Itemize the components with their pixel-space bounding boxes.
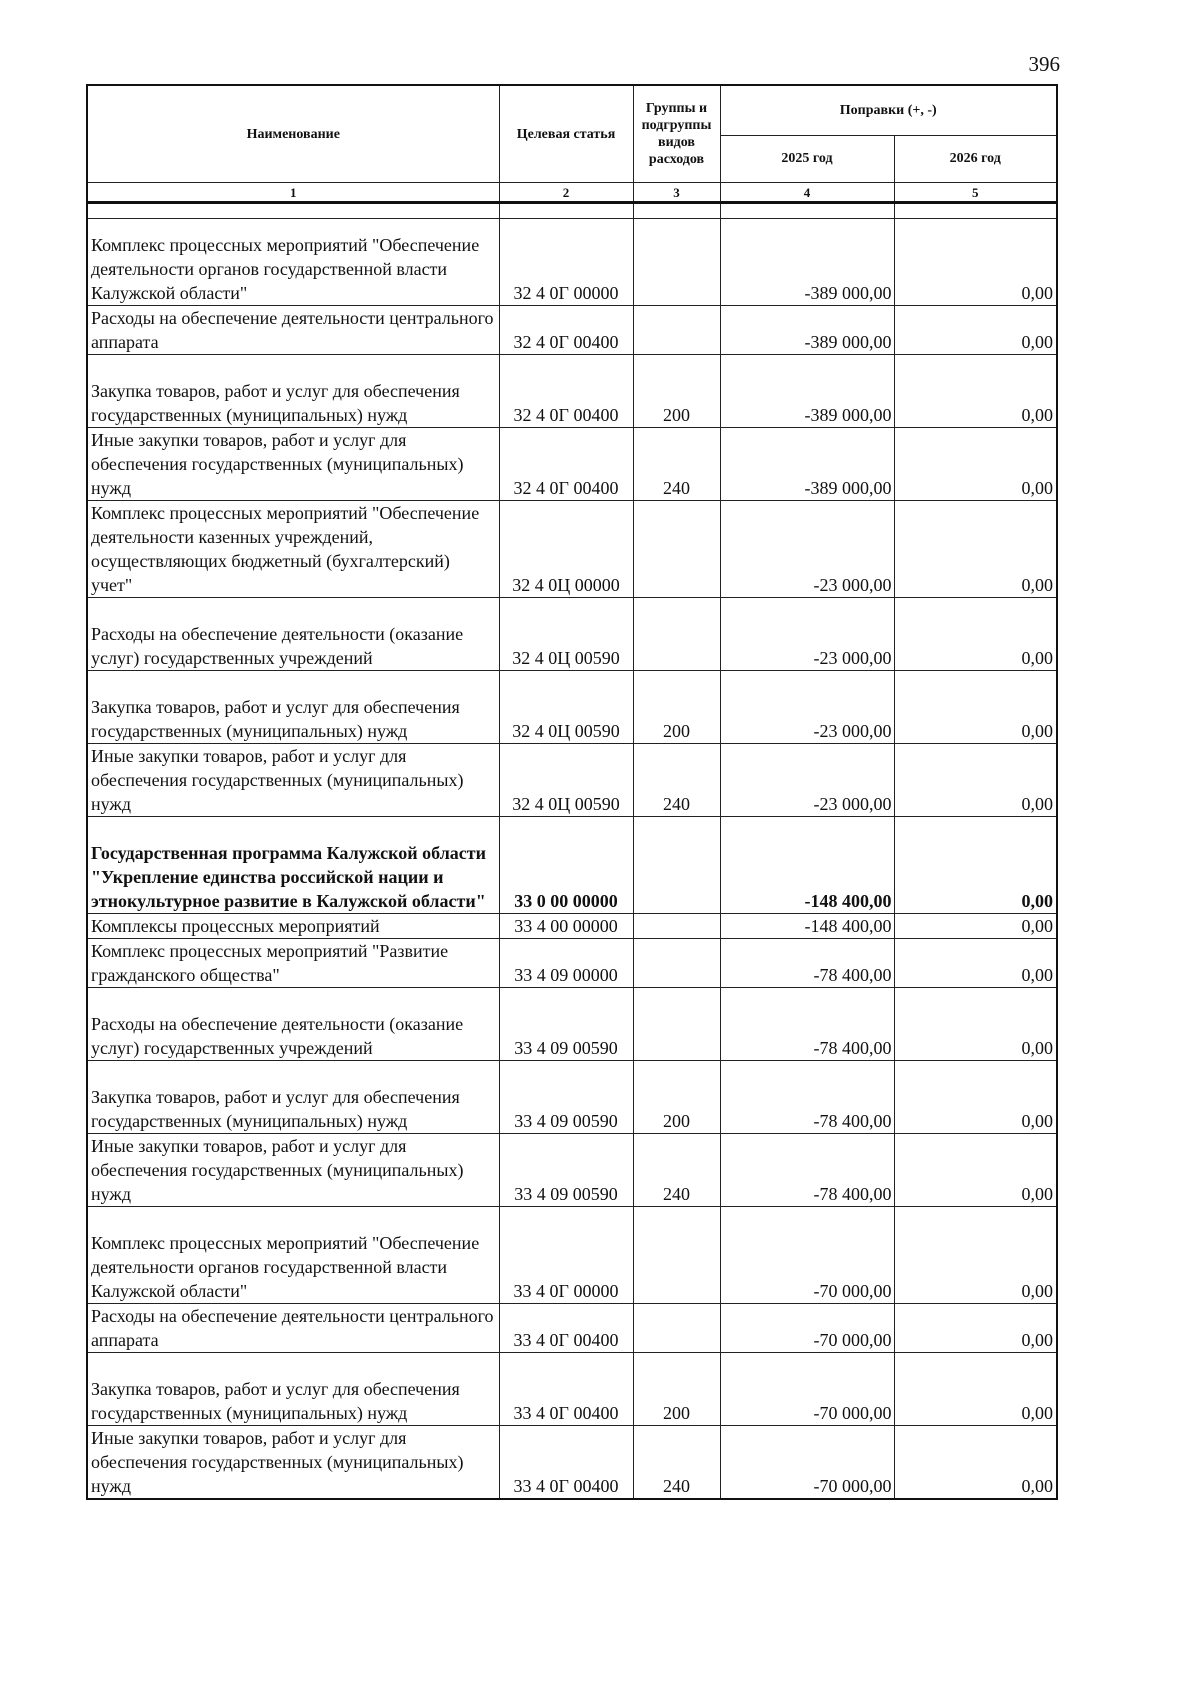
budget-amendments-table (86, 84, 1058, 1500)
row-code-cell: 32 4 0Г 00400 (499, 355, 633, 428)
row-code-cell: 33 0 00 00000 (499, 817, 633, 914)
row-code-cell: 32 4 0Г 00400 (499, 306, 633, 355)
row-group-cell (633, 914, 720, 939)
row-code-cell: 33 4 0Г 00400 (499, 1304, 633, 1353)
row-name-cell: Комплекс процессных мероприятий "Обеспечение деятельности казенных учреждений, осуществляющих бюджетный (бухгалтерский) учет" (87, 501, 499, 598)
row-2026-cell: 0,00 (894, 1207, 1057, 1304)
row-group-cell: 240 (633, 1134, 720, 1207)
table-row (87, 744, 1057, 817)
row-group-cell (633, 1304, 720, 1353)
row-2025-cell: -70 000,00 (720, 1304, 894, 1353)
row-name-cell: Комплекс процессных мероприятий "Обеспечение деятельности органов государственной власти Калужской области" (87, 1207, 499, 1304)
row-2026-cell: 0,00 (894, 501, 1057, 598)
row-name-cell: Закупка товаров, работ и услуг для обеспечения государственных (муниципальных) нужд (87, 671, 499, 744)
row-2025-cell: -148 400,00 (720, 914, 894, 939)
table-row (87, 914, 1057, 939)
row-code-cell: 33 4 00 00000 (499, 914, 633, 939)
row-code-cell: 33 4 09 00000 (499, 939, 633, 988)
row-group-cell (633, 988, 720, 1061)
row-name-cell: Иные закупки товаров, работ и услуг для обеспечения государственных (муниципальных) нужд (87, 744, 499, 817)
row-group-cell (633, 1207, 720, 1304)
row-group-cell (633, 598, 720, 671)
row-2025-cell: -23 000,00 (720, 501, 894, 598)
header-year-2025: 2025 год (720, 135, 894, 183)
row-group-cell (633, 219, 720, 306)
row-group-cell: 240 (633, 1426, 720, 1500)
column-number: 5 (894, 183, 1057, 203)
spacer-row (87, 203, 1057, 219)
table-row (87, 1207, 1057, 1304)
row-group-cell: 200 (633, 671, 720, 744)
row-code-cell: 33 4 09 00590 (499, 1134, 633, 1207)
page-number: 396 (1028, 52, 1060, 76)
row-group-cell: 200 (633, 1353, 720, 1426)
row-code-cell: 33 4 0Г 00000 (499, 1207, 633, 1304)
row-group-cell: 200 (633, 355, 720, 428)
row-2026-cell: 0,00 (894, 428, 1057, 501)
row-2025-cell: -70 000,00 (720, 1426, 894, 1500)
row-name-cell: Иные закупки товаров, работ и услуг для обеспечения государственных (муниципальных) нужд (87, 428, 499, 501)
column-number: 1 (87, 183, 499, 203)
table-row (87, 428, 1057, 501)
table-row (87, 598, 1057, 671)
row-2026-cell: 0,00 (894, 1304, 1057, 1353)
table-row (87, 817, 1057, 914)
table-row (87, 306, 1057, 355)
row-name-cell: Иные закупки товаров, работ и услуг для обеспечения государственных (муниципальных) нужд (87, 1134, 499, 1207)
row-code-cell: 32 4 0Ц 00590 (499, 671, 633, 744)
row-2026-cell: 0,00 (894, 817, 1057, 914)
table-row (87, 1134, 1057, 1207)
row-2025-cell: -389 000,00 (720, 219, 894, 306)
header-year-2026: 2026 год (894, 135, 1057, 183)
row-group-cell (633, 939, 720, 988)
row-group-cell: 240 (633, 428, 720, 501)
row-code-cell: 32 4 0Г 00400 (499, 428, 633, 501)
table-row (87, 1061, 1057, 1134)
row-group-cell: 240 (633, 744, 720, 817)
row-code-cell: 32 4 0Ц 00000 (499, 501, 633, 598)
row-2025-cell: -389 000,00 (720, 355, 894, 428)
table-row (87, 671, 1057, 744)
row-2025-cell: -78 400,00 (720, 939, 894, 988)
row-group-cell (633, 501, 720, 598)
row-2025-cell: -389 000,00 (720, 428, 894, 501)
row-2025-cell: -70 000,00 (720, 1353, 894, 1426)
row-name-cell: Закупка товаров, работ и услуг для обеспечения государственных (муниципальных) нужд (87, 1353, 499, 1426)
row-name-cell: Иные закупки товаров, работ и услуг для обеспечения государственных (муниципальных) нужд (87, 1426, 499, 1500)
row-name-cell: Расходы на обеспечение деятельности (оказание услуг) государственных учреждений (87, 598, 499, 671)
column-number: 2 (499, 183, 633, 203)
row-code-cell: 32 4 0Ц 00590 (499, 598, 633, 671)
row-2026-cell: 0,00 (894, 744, 1057, 817)
row-2026-cell: 0,00 (894, 1061, 1057, 1134)
table-row (87, 501, 1057, 598)
row-code-cell: 33 4 09 00590 (499, 988, 633, 1061)
column-number: 3 (633, 183, 720, 203)
table-row (87, 1304, 1057, 1353)
row-code-cell: 32 4 0Ц 00590 (499, 744, 633, 817)
header-name: Наименование (87, 85, 499, 183)
row-group-cell: 200 (633, 1061, 720, 1134)
row-2025-cell: -78 400,00 (720, 1061, 894, 1134)
row-name-cell: Расходы на обеспечение деятельности центрального аппарата (87, 1304, 499, 1353)
column-number-row (87, 183, 1057, 203)
table-header (87, 85, 1057, 203)
row-code-cell: 33 4 0Г 00400 (499, 1353, 633, 1426)
row-name-cell: Государственная программа Калужской области "Укрепление единства российской нации и этнокультурное развитие в Калужской области" (87, 817, 499, 914)
row-2026-cell: 0,00 (894, 671, 1057, 744)
row-2026-cell: 0,00 (894, 988, 1057, 1061)
row-2025-cell: -389 000,00 (720, 306, 894, 355)
table-row (87, 1426, 1057, 1500)
row-name-cell: Комплексы процессных мероприятий (87, 914, 499, 939)
row-name-cell: Расходы на обеспечение деятельности (оказание услуг) государственных учреждений (87, 988, 499, 1061)
row-2026-cell: 0,00 (894, 1353, 1057, 1426)
row-name-cell: Закупка товаров, работ и услуг для обеспечения государственных (муниципальных) нужд (87, 355, 499, 428)
table-row (87, 1353, 1057, 1426)
row-name-cell: Комплекс процессных мероприятий "Обеспечение деятельности органов государственной власти Калужской области" (87, 219, 499, 306)
row-group-cell (633, 817, 720, 914)
row-2026-cell: 0,00 (894, 219, 1057, 306)
row-name-cell: Комплекс процессных мероприятий "Развитие гражданского общества" (87, 939, 499, 988)
row-2026-cell: 0,00 (894, 355, 1057, 428)
table-row (87, 355, 1057, 428)
row-code-cell: 33 4 0Г 00400 (499, 1426, 633, 1500)
row-2025-cell: -78 400,00 (720, 1134, 894, 1207)
row-2025-cell: -70 000,00 (720, 1207, 894, 1304)
row-code-cell: 33 4 09 00590 (499, 1061, 633, 1134)
column-number: 4 (720, 183, 894, 203)
header-group: Группы и подгруппы видов расходов (633, 85, 720, 183)
row-2026-cell: 0,00 (894, 939, 1057, 988)
row-2026-cell: 0,00 (894, 306, 1057, 355)
header-code: Целевая статья (499, 85, 633, 183)
row-2026-cell: 0,00 (894, 1426, 1057, 1500)
row-2025-cell: -23 000,00 (720, 671, 894, 744)
table-body (87, 203, 1057, 1500)
table-row (87, 219, 1057, 306)
row-2025-cell: -148 400,00 (720, 817, 894, 914)
row-group-cell (633, 306, 720, 355)
row-2026-cell: 0,00 (894, 914, 1057, 939)
row-code-cell: 32 4 0Г 00000 (499, 219, 633, 306)
row-name-cell: Расходы на обеспечение деятельности центрального аппарата (87, 306, 499, 355)
row-2025-cell: -23 000,00 (720, 744, 894, 817)
row-2026-cell: 0,00 (894, 1134, 1057, 1207)
row-name-cell: Закупка товаров, работ и услуг для обеспечения государственных (муниципальных) нужд (87, 1061, 499, 1134)
table-row (87, 939, 1057, 988)
row-2025-cell: -23 000,00 (720, 598, 894, 671)
table-row (87, 988, 1057, 1061)
row-2025-cell: -78 400,00 (720, 988, 894, 1061)
header-amendments: Поправки (+, -) (720, 85, 1057, 135)
row-2026-cell: 0,00 (894, 598, 1057, 671)
